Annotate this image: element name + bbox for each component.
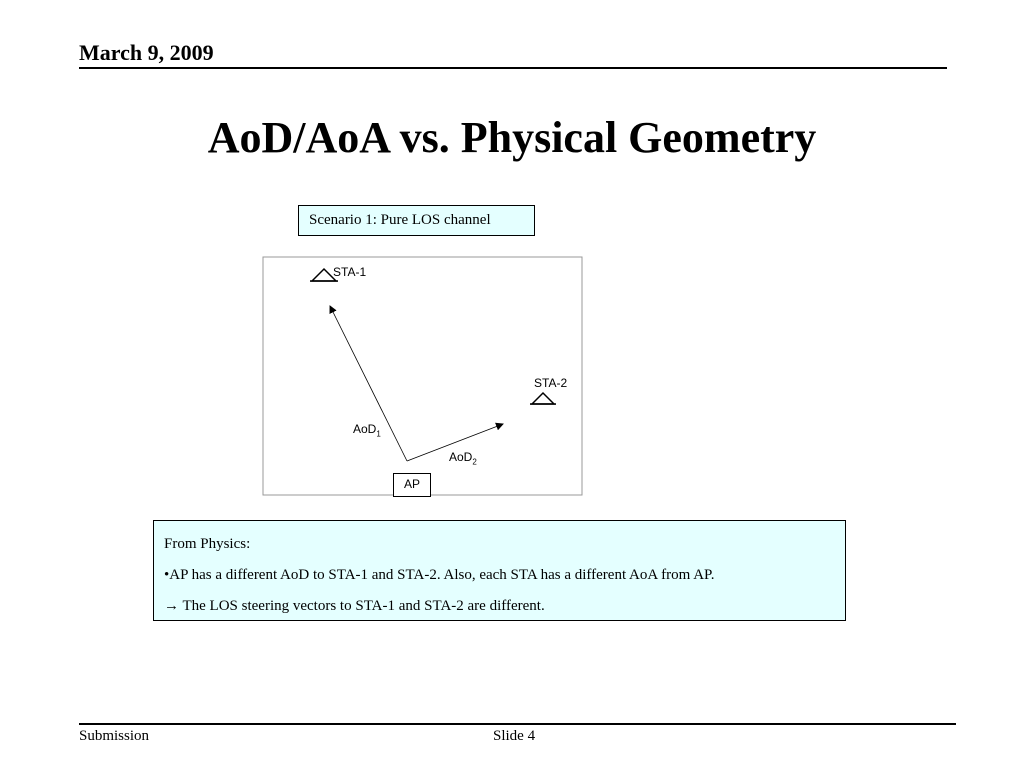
header-rule (79, 67, 947, 69)
footer-submission: Submission (79, 728, 150, 744)
physics-conclusion-line (164, 597, 845, 616)
date-header: March 9, 2009 (79, 40, 214, 65)
aod2-text: AoD (449, 450, 473, 464)
slide-number: Slide 4 (493, 728, 536, 744)
arrow-right-icon: → (164, 598, 179, 614)
physics-conclusion: The LOS steering vectors to STA-1 and STA-2 are different. (179, 598, 545, 614)
physics-note-box (153, 520, 846, 621)
aod1-subscript: 1 (376, 429, 381, 439)
aod2-label (449, 450, 477, 466)
aod1-label (353, 422, 381, 438)
aod2-subscript: 2 (472, 457, 477, 467)
footer-rule (79, 723, 956, 725)
ap-node-box: AP (393, 473, 431, 497)
scenario-label-box: Scenario 1: Pure LOS channel (298, 205, 535, 236)
sta2-label: STA-2 (534, 376, 568, 390)
physics-bullet: •AP has a different AoD to STA-1 and STA-2. Also, each STA has a different AoA from AP. (164, 567, 715, 583)
aod1-text: AoD (353, 422, 377, 436)
physics-heading: From Physics: (164, 536, 251, 552)
slide-title: AoD/AoA vs. Physical Geometry (207, 113, 817, 162)
sta1-label: STA-1 (333, 265, 367, 279)
geometry-diagram (262, 256, 584, 498)
